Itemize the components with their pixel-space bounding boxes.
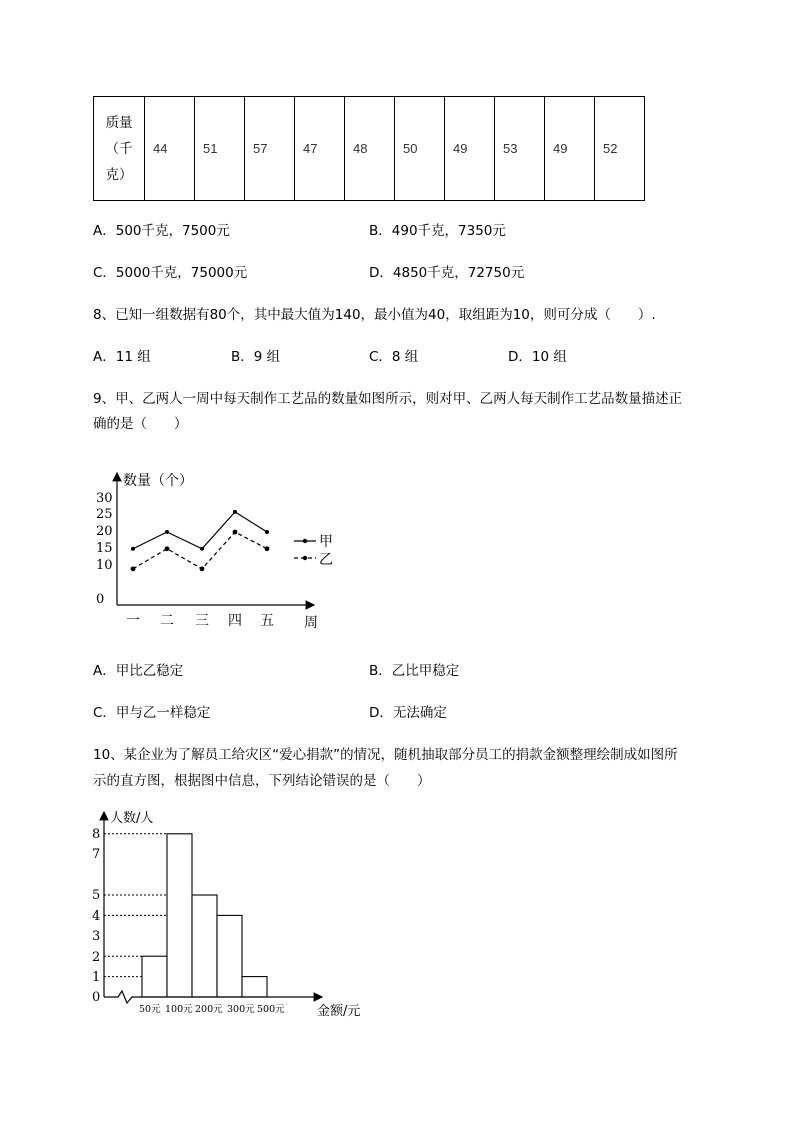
table-cell: 57 — [245, 97, 295, 201]
legend-marker-jia — [303, 539, 307, 543]
y-axis-label: 数量（个） — [123, 473, 193, 489]
x-tick-label: 300元 — [227, 1004, 255, 1015]
y-tick-label: 0 — [96, 592, 105, 607]
y-tick-label: 1 — [92, 970, 101, 985]
x-tick-label: 500元 — [257, 1004, 285, 1015]
table-cell: 53 — [495, 97, 545, 201]
data-point-yi — [131, 566, 136, 571]
q10-stem-line2: 示的直方图，根据图中信息，下列结论错误的是（ ） — [93, 773, 431, 789]
q9-option-b[interactable]: B．乙比甲稳定 — [369, 663, 460, 679]
y-tick-label: 8 — [92, 827, 101, 842]
table-cell: 51 — [195, 97, 245, 201]
data-point-jia — [131, 547, 135, 551]
q8-option-a[interactable]: A．11 组 — [93, 349, 151, 365]
x-tick-label: 三 — [195, 613, 209, 629]
y-tick-label: 0 — [92, 990, 101, 1005]
table-header-cell — [94, 97, 145, 201]
q9-stem-line1: 9、甲、乙两人一周中每天制作工艺品的数量如图所示，则对甲、乙两人每天制作工艺品数量描述正 — [93, 391, 683, 407]
data-point-yi — [233, 530, 238, 535]
q9-option-c[interactable]: C．甲与乙一样稳定 — [93, 705, 211, 721]
data-point-jia — [200, 547, 204, 551]
q8-option-d[interactable]: D．10 组 — [508, 349, 567, 365]
histogram-bar — [167, 834, 192, 997]
x-axis-label: 周 — [304, 615, 318, 631]
y-tick-label: 2 — [92, 950, 101, 965]
q9-option-a[interactable]: A．甲比乙稳定 — [93, 663, 184, 679]
q8-stem: 8、已知一组数据有80个，其中最大值为140，最小值为40，取组距为10，则可分成（ ）. — [93, 307, 656, 323]
table-cell: 49 — [445, 97, 495, 201]
y-tick-label: 25 — [96, 507, 113, 522]
data-point-yi — [265, 546, 270, 551]
y-tick-label: 5 — [92, 888, 101, 903]
legend-marker-yi — [303, 556, 307, 560]
header-line: 克） — [105, 166, 133, 183]
y-tick-label: 3 — [92, 929, 101, 944]
q7-option-d[interactable]: D．4850千克，72750元 — [369, 265, 525, 281]
q9-line-chart — [90, 460, 350, 640]
x-tick-label: 100元 — [165, 1004, 193, 1015]
data-point-jia — [165, 530, 169, 534]
histogram-bar — [192, 895, 217, 997]
x-tick-label: 四 — [228, 613, 242, 629]
x-tick-labels — [126, 613, 274, 629]
series-line-jia — [133, 512, 267, 549]
q7-option-c[interactable]: C．5000千克，75000元 — [93, 265, 248, 281]
y-tick-labels — [96, 491, 113, 607]
y-tick-label: 20 — [96, 524, 113, 539]
x-tick-label: 200元 — [195, 1004, 223, 1015]
y-axis-label: 人数/人 — [110, 811, 154, 826]
x-tick-label: 50元 — [139, 1004, 161, 1015]
table-cell: 47 — [295, 97, 345, 201]
table-cell: 48 — [345, 97, 395, 201]
legend-label-jia: 甲 — [319, 534, 333, 550]
y-tick-labels — [92, 827, 100, 1005]
q8-option-b[interactable]: B．9 组 — [231, 349, 281, 365]
header-line: 质量 — [105, 114, 133, 131]
histogram-bar — [142, 956, 167, 997]
q10-stem-line1: 10、某企业为了解员工给灾区“爱心捐款”的情况，随机抽取部分员工的捐款金额整理绘制成如图所 — [93, 747, 678, 763]
q8-option-c[interactable]: C．8 组 — [369, 349, 419, 365]
data-point-jia — [265, 530, 269, 534]
histogram-bar — [242, 977, 267, 997]
data-point-yi — [165, 546, 170, 551]
x-tick-labels — [139, 1004, 285, 1015]
table-cell: 50 — [395, 97, 445, 201]
data-point-jia — [233, 510, 237, 514]
header-line: （千 — [105, 140, 133, 157]
table-cell: 44 — [145, 97, 195, 201]
q9-stem-line2: 确的是（ ） — [93, 416, 188, 432]
table-cell: 49 — [545, 97, 595, 201]
y-tick-label: 7 — [92, 847, 101, 862]
histogram-bar — [217, 915, 242, 997]
x-tick-label: 五 — [260, 613, 274, 629]
x-tick-label: 二 — [160, 613, 174, 629]
table-cell: 52 — [595, 97, 645, 201]
y-tick-label: 4 — [92, 909, 101, 924]
q7-option-a[interactable]: A．500千克，7500元 — [93, 223, 230, 239]
q7-option-b[interactable]: B．490千克，7350元 — [369, 223, 506, 239]
y-tick-label: 10 — [96, 558, 113, 573]
data-point-yi — [200, 566, 205, 571]
legend — [294, 534, 333, 568]
legend-label-yi: 乙 — [319, 552, 333, 568]
x-axis-label: 金额/元 — [317, 1004, 361, 1019]
y-tick-label: 30 — [96, 491, 113, 506]
q9-option-d[interactable]: D．无法确定 — [369, 705, 447, 721]
y-tick-label: 15 — [96, 541, 113, 556]
x-tick-label: 一 — [126, 613, 140, 629]
table-row — [94, 97, 645, 201]
series-group — [131, 510, 270, 571]
mass-table — [93, 96, 645, 201]
series-line-yi — [133, 532, 267, 569]
q10-histogram — [88, 802, 378, 1024]
